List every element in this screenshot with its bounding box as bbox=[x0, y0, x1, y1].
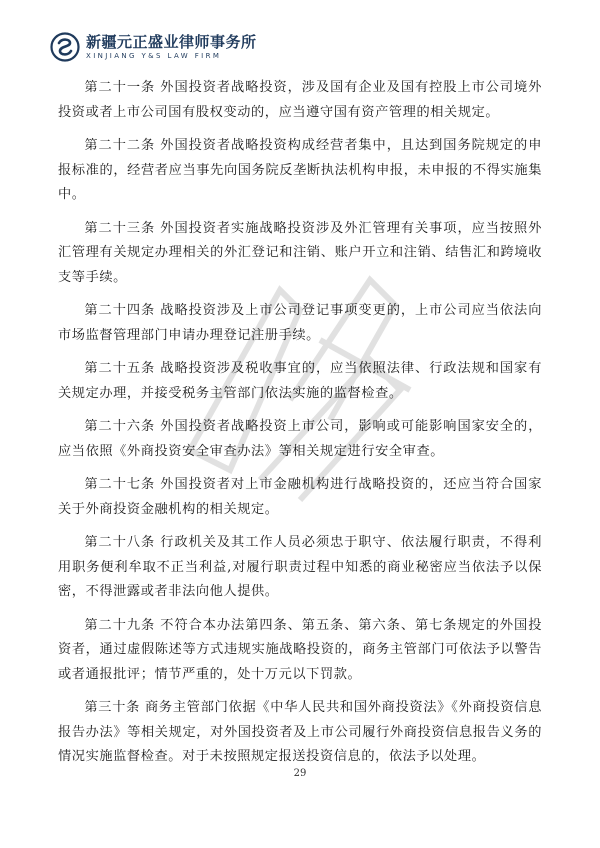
firm-name-en: XINJIANG Y&S LAW FIRM bbox=[86, 51, 222, 60]
article-24: 第二十四条 战略投资涉及上市公司登记事项变更的，上市公司应当依法向市场监督管理部门申请办理登记注册手续。 bbox=[58, 303, 542, 343]
article-29: 第二十九条 不符合本办法第四条、第五条、第六条、第七条规定的外国投资者，通过虚假陈述等方式违规实施战略投资的，商务主管部门可依法予以警告或者通报批评；情节严重的，处十万元以下罚款。 bbox=[58, 617, 542, 682]
article-22: 第二十二条 外国投资者战略投资构成经营者集中，且达到国务院规定的申报标准的，经营者应当事先向国务院反垄断执法机构申报，未申报的不得实施集中。 bbox=[58, 138, 542, 202]
article-21: 第二十一条 外国投资者战略投资，涉及国有企业及国有控股上市公司境外投资或者上市公司国有股权变动的，应当遵守国有资产管理的相关规定。 bbox=[58, 80, 542, 120]
firm-logo-icon bbox=[50, 32, 80, 62]
page-number: 29 bbox=[293, 768, 307, 779]
article-27: 第二十七条 外国投资者对上市金融机构进行战略投资的，还应当符合国家关于外商投资金融机构的相关规定。 bbox=[58, 477, 542, 517]
article-28: 第二十八条 行政机关及其工作人员必须忠于职守、依法履行职责，不得利用职务便利牟取不正当利益,对履行职责过程中知悉的商业秘密应当依法予以保密，不得泄露或者非法向他人提供。 bbox=[58, 535, 542, 599]
article-23: 第二十三条 外国投资者实施战略投资涉及外汇管理有关事项，应当按照外汇管理有关规定办理相关的外汇登记和注销、账户开立和注销、结售汇和跨境收支等手续。 bbox=[58, 220, 542, 285]
article-30: 第三十条 商务主管部门依据《中华人民共和国外商投资法》《外商投资信息报告办法》等相关规定，对外国投资者及上市公司履行外商投资信息报告义务的情况实施监督检查。对于未按照规定报送投资信息的，依法予以处理。 bbox=[58, 700, 542, 764]
article-26: 第二十六条 外国投资者战略投资上市公司，影响或可能影响国家安全的，应当依照《外商投资安全审查办法》等相关规定进行安全审查。 bbox=[58, 419, 542, 459]
article-25: 第二十五条 战略投资涉及税收事宜的，应当依照法律、行政法规和国家有关规定办理，并接受税务主管部门依法实施的监督检查。 bbox=[58, 361, 542, 401]
firm-name-cn: 新疆元正盛业律师事务所 bbox=[86, 32, 257, 51]
document-body bbox=[58, 76, 542, 779]
letterhead bbox=[50, 32, 257, 62]
